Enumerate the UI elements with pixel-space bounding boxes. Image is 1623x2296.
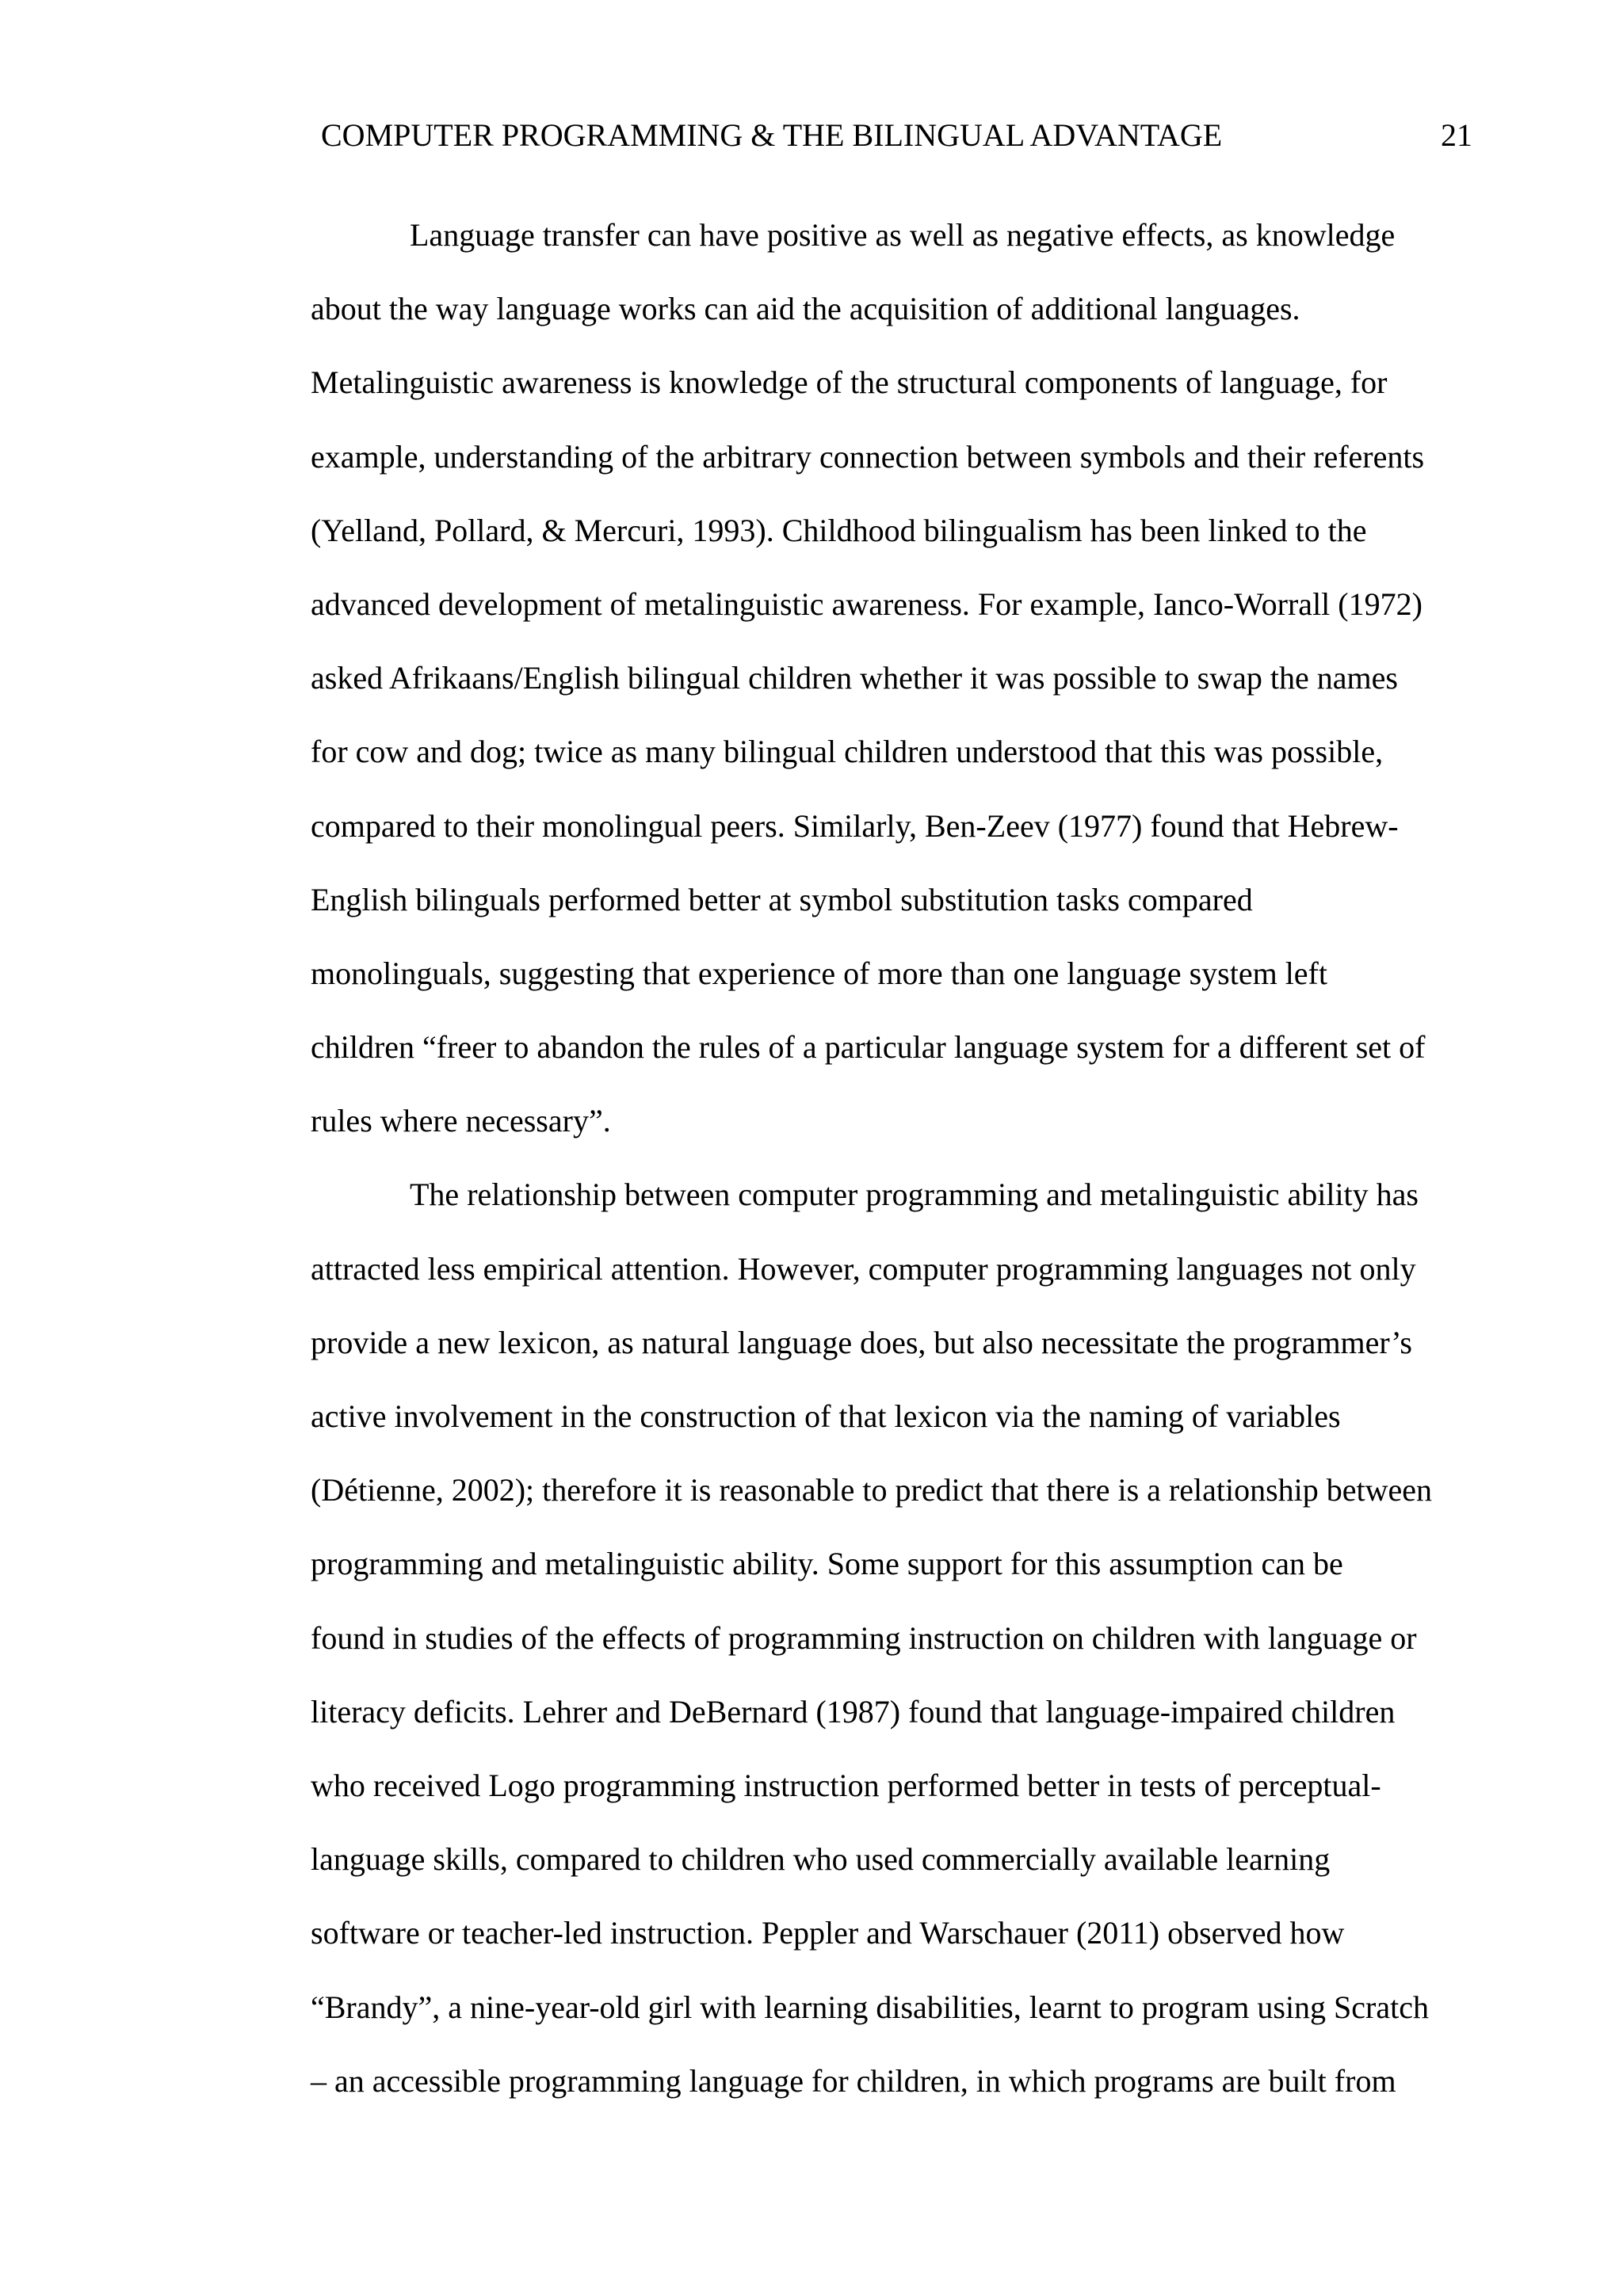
paragraph-language-transfer: [311, 211, 1484, 1170]
text-line: software or teacher-led instruction. Peppler and Warschauer (2011) observed how: [311, 1915, 1345, 1951]
running-head: [321, 113, 1472, 158]
text-line: found in studies of the effects of programming instruction on children with language or: [311, 1619, 1417, 1656]
text-line: language skills, compared to children who used commercially available learning: [311, 1841, 1331, 1878]
paragraph-programming-metalinguistic: [311, 1170, 1484, 2130]
text-line: programming and metalinguistic ability. Some support for this assumption can be: [311, 1546, 1343, 1582]
text-line: about the way language works can aid the acquisition of additional languages.: [311, 291, 1300, 327]
text-line: “Brandy”, a nine-year-old girl with learning disabilities, learnt to program using Scratch: [311, 1989, 1429, 2025]
text-line: The relationship between computer programming and metalinguistic ability has: [410, 1177, 1419, 1213]
text-line: who received Logo programming instruction performed better in tests of perceptual-: [311, 1767, 1381, 1803]
text-line: children “freer to abandon the rules of a particular language system for a different set of: [311, 1029, 1426, 1066]
text-line: advanced development of metalinguistic awareness. For example, Ianco-Worrall (1972): [311, 585, 1423, 622]
text-line: for cow and dog; twice as many bilingual children understood that this was possible,: [311, 734, 1384, 770]
text-line: active involvement in the construction of that lexicon via the naming of variables: [311, 1398, 1341, 1434]
body-text: [311, 211, 1484, 2130]
text-line: literacy deficits. Lehrer and DeBernard (1987) found that language-impaired children: [311, 1693, 1396, 1730]
text-line: (Yelland, Pollard, & Mercuri, 1993). Childhood bilingualism has been linked to the: [311, 512, 1367, 548]
text-line: attracted less empirical attention. However, computer programming languages not only: [311, 1250, 1416, 1287]
running-head-title: COMPUTER PROGRAMMING & THE BILINGUAL ADVANTAGE: [321, 117, 1223, 153]
text-line: monolinguals, suggesting that experience of more than one language system left: [311, 955, 1327, 991]
text-line: rules where necessary”.: [311, 1103, 611, 1139]
text-line: – an accessible programming language for children, in which programs are built from: [311, 2062, 1396, 2099]
text-line: example, understanding of the arbitrary connection between symbols and their referents: [311, 438, 1425, 475]
text-line: Metalinguistic awareness is knowledge of the structural components of language, for: [311, 364, 1388, 401]
page-number: 21: [1441, 117, 1472, 153]
text-line: compared to their monolingual peers. Similarly, Ben-Zeev (1977) found that Hebrew-: [311, 807, 1399, 844]
text-line: (Détienne, 2002); therefore it is reasonable to predict that there is a relationship between: [311, 1472, 1433, 1508]
text-line: provide a new lexicon, as natural language does, but also necessitate the programmer’s: [311, 1324, 1412, 1360]
text-line: asked Afrikaans/English bilingual children whether it was possible to swap the names: [311, 660, 1398, 696]
text-line: Language transfer can have positive as well as negative effects, as knowledge: [410, 217, 1396, 253]
text-line: English bilinguals performed better at symbol substitution tasks compared: [311, 881, 1253, 917]
